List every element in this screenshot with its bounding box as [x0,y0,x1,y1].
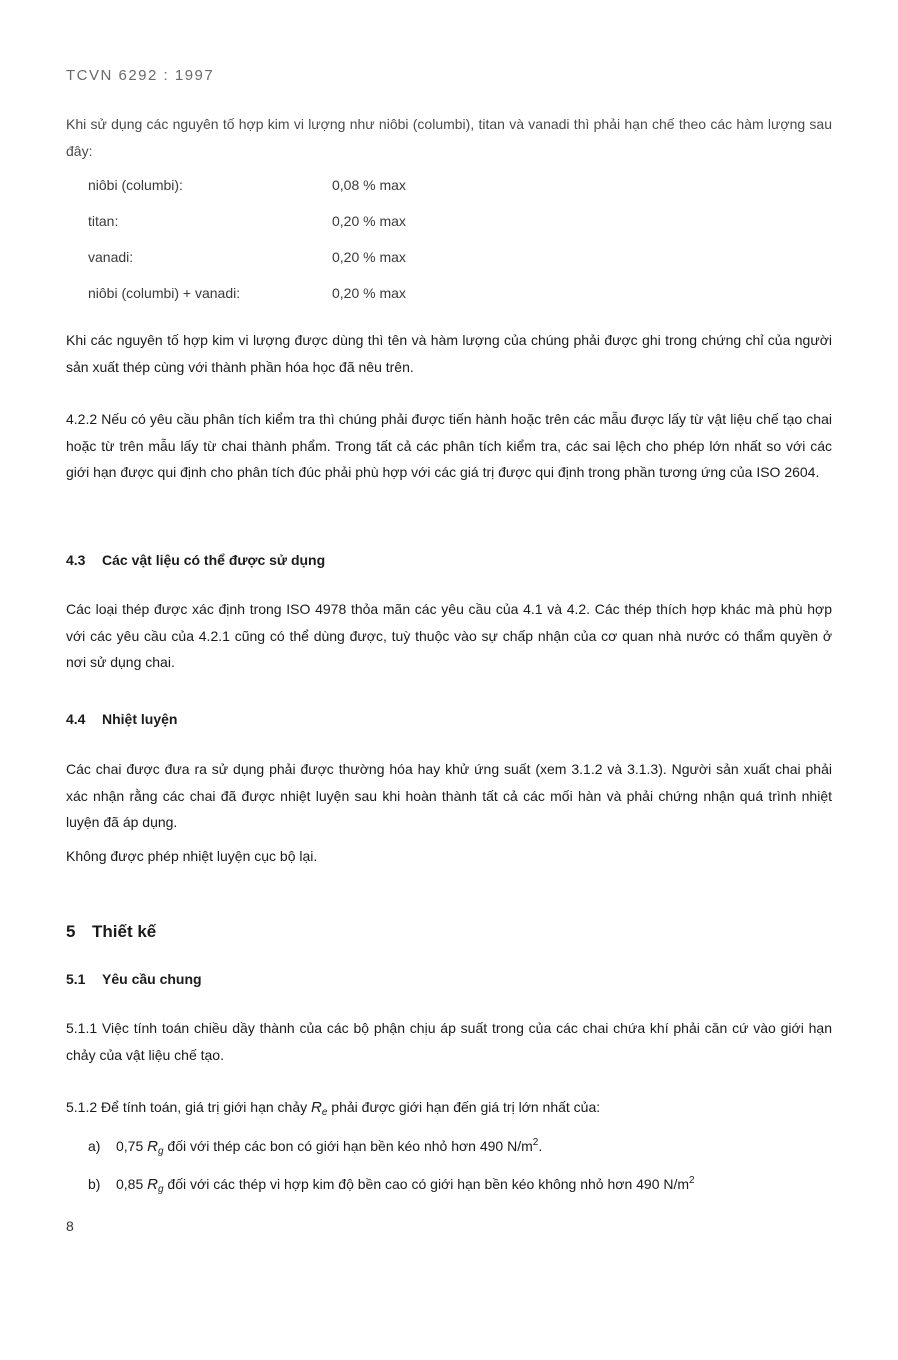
symbol: R [147,1138,158,1155]
limit-row [88,285,406,301]
section-title: Các vật liệu có thể được sử dụng [102,552,326,568]
clause-text: phải được giới hạn đến giá trị lớn nhất của: [327,1099,601,1115]
limit-value: 0,20 % max [332,249,406,265]
limit-value: 0,20 % max [332,213,406,229]
subscript: e [321,1107,328,1118]
section-title: Nhiệt luyện [102,711,178,727]
section-number: 4.4 [66,711,86,727]
section-4-4-note: Không được phép nhiệt luyện cục bộ lại. [66,848,318,864]
superscript: 2 [689,1175,695,1186]
item-text: đối với các thép vi hợp kim độ bền cao có giới hạn bền kéo không nhỏ hơn 490 N/m [163,1176,690,1192]
item-end: . [538,1138,543,1154]
standard-header: TCVN 6292 : 1997 [66,67,215,84]
subscript: g [157,1184,164,1195]
limit-row [88,249,406,265]
subscript: g [157,1146,164,1157]
page-number: 8 [66,1218,74,1234]
section-4-4-heading [66,711,177,727]
list-item [88,1137,542,1157]
section-5-1-heading [66,971,202,987]
limit-label: titan: [88,213,119,229]
coefficient: 0,75 [116,1138,148,1154]
limit-value: 0,20 % max [332,285,406,301]
clause-4-2-2-paragraph: 4.2.2 Nếu có yêu cầu phân tích kiểm tra thì chúng phải được tiến hành hoặc trên các mẫu được lấy từ vật liệu chế tạo chai hoặc từ trên mẫu lấy từ chai thành phẩm. Trong tất cả các phân tích kiểm tra, các sai lệch cho phép lớn nhất so với các giới hạn được qui định cho phân tích đúc phải phù hợp với các giá trị được qui định trong phần tương ứng của ISO 2604. [66,411,832,480]
limit-label: vanadi: [88,249,134,265]
clause-5-1-2-paragraph [66,1094,832,1127]
limit-row [88,213,406,229]
clause-text: 5.1.2 Để tính toán, giá trị giới hạn chảy [66,1099,311,1115]
section-4-3-heading [66,552,325,568]
symbol: R [311,1099,322,1116]
list-marker: b) [88,1176,101,1192]
section-title: Thiết kế [92,922,157,941]
microalloy-note-paragraph: Khi các nguyên tố hợp kim vi lượng được dùng thì tên và hàm lượng của chúng phải được ghi trong chứng chỉ của người sản xuất thép cùng với thành phần hóa học đã nêu trên. [66,332,832,375]
section-5-heading [66,922,156,942]
item-text: đối với thép các bon có giới hạn bền kéo nhỏ hơn 490 N/m [163,1138,533,1154]
limit-row [88,177,406,193]
intro-paragraph: Khi sử dụng các nguyên tố hợp kim vi lượng như niôbi (columbi), titan và vanadi thì phải hạn chế theo các hàm lượng sau đây: [66,116,832,159]
list-marker: a) [88,1138,101,1154]
section-4-3-paragraph: Các loại thép được xác định trong ISO 4978 thỏa mãn các yêu cầu của 4.1 và 4.2. Các thép thích hợp khác mà phù hợp với các yêu cầu của 4.2.1 cũng có thể dùng được, tuỳ thuộc vào sự chấp nhận của cơ quan nhà nước có thẩm quyền ở nơi sử dụng chai. [66,601,832,670]
section-title: Yêu cầu chung [102,971,202,987]
section-number: 5 [66,922,76,941]
list-item [88,1175,695,1195]
section-4-4-paragraph: Các chai được đưa ra sử dụng phải được thường hóa hay khử ứng suất (xem 3.1.2 và 3.1.3). Người sản xuất chai phải xác nhận rằng các chai đã được nhiệt luyện sau khi hoàn thành tất cả các mối hàn và phải chứng nhận quá trình nhiệt luyện đã áp dụng. [66,761,832,830]
superscript: 2 [532,1137,539,1148]
section-number: 5.1 [66,971,86,987]
clause-5-1-1-paragraph: 5.1.1 Việc tính toán chiều dầy thành của các bộ phận chịu áp suất trong của các chai chứa khí phải căn cứ vào giới hạn chảy của vật liệu chế tạo. [66,1020,832,1063]
limit-label: niôbi (columbi) + vanadi: [88,285,241,301]
coefficient: 0,85 [116,1176,148,1192]
symbol: R [147,1176,158,1193]
limit-value: 0,08 % max [332,177,406,193]
section-number: 4.3 [66,552,86,568]
limit-label: niôbi (columbi): [88,177,183,193]
